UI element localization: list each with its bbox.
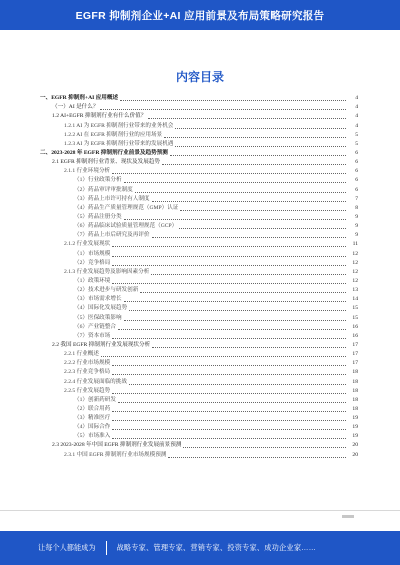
toc-entry[interactable] (40, 332, 358, 341)
toc-entry[interactable] (40, 387, 358, 396)
toc-entry-label: （1）政策环境 (74, 277, 111, 284)
toc-entry[interactable] (40, 359, 358, 368)
toc-leader-dots (152, 236, 346, 238)
toc-leader-dots (152, 346, 346, 348)
toc-entry-label: 2.2.1 行业概述 (64, 351, 99, 358)
toc-entry-page: 15 (352, 305, 358, 312)
toc-entry-page: 16 (352, 323, 358, 330)
toc-entry[interactable] (40, 94, 358, 103)
toc-leader-dots (124, 319, 346, 321)
toc-leader-dots (135, 191, 346, 193)
toc-entry-label: 2.1.3 行业发展趋势及影响因素分析 (64, 268, 150, 275)
toc-entry-page: 5 (355, 131, 358, 138)
toc-entry-label: 2.2.3 行业竞争格局 (64, 369, 111, 376)
toc-entry[interactable] (40, 167, 358, 176)
toc-entry-label: （3）精准医疗 (74, 415, 111, 422)
toc-leader-dots (112, 428, 346, 430)
toc-entry[interactable] (40, 231, 358, 240)
toc-entry-page: 18 (352, 369, 358, 376)
toc-entry-label: 1.2.3 AI 为 EGFR 抑制剂行业带来的发展机遇 (64, 140, 174, 147)
toc-entry-label: （一）AI 是什么？ (52, 104, 99, 111)
toc-entry[interactable] (40, 240, 358, 249)
toc-entry[interactable] (40, 313, 358, 322)
toc-entry[interactable] (40, 149, 358, 158)
toc-entry-label: （3）市场需求增长 (74, 296, 122, 303)
toc-leader-dots (112, 337, 346, 339)
toc-entry-page: 19 (352, 433, 358, 440)
toc-entry-page: 6 (355, 177, 358, 184)
toc-entry-page: 17 (352, 351, 358, 358)
toc-leader-dots (175, 127, 346, 129)
toc-entry[interactable] (40, 268, 358, 277)
toc-entry-page: 17 (352, 341, 358, 348)
toc-entry[interactable] (40, 103, 358, 112)
toc-leader-dots (183, 446, 346, 448)
toc-leader-dots (112, 255, 346, 257)
toc-entry-page: 7 (355, 195, 358, 202)
toc-entry-page: 20 (352, 442, 358, 449)
toc-entry-page: 6 (355, 186, 358, 193)
toc-entry[interactable] (40, 350, 358, 359)
toc-leader-dots (124, 181, 346, 183)
toc-entry[interactable] (40, 432, 358, 441)
page-mark (342, 515, 354, 518)
toc-entry-label: （2）技术进步与研发创新 (74, 287, 139, 294)
toc-leader-dots (120, 99, 346, 101)
toc-entry-page: 20 (352, 451, 358, 458)
toc-entry-page: 6 (355, 159, 358, 166)
toc-entry[interactable] (40, 423, 358, 432)
toc-entry-page: 14 (352, 296, 358, 303)
toc-entry-label: 1.2.2 AI 在 EGFR 抑制剂行业的应用场景 (64, 131, 163, 138)
toc-entry[interactable] (40, 112, 358, 121)
toc-entry[interactable] (40, 405, 358, 414)
toc-leader-dots (112, 282, 346, 284)
toc-entry-label: （6）产业链整合 (74, 323, 116, 330)
toc-entry[interactable] (40, 140, 358, 149)
footer-divider (0, 510, 400, 511)
toc-leader-dots (112, 373, 346, 375)
toc-entry[interactable] (40, 286, 358, 295)
toc-entry[interactable] (40, 441, 358, 450)
toc-leader-dots (112, 392, 346, 394)
toc-entry[interactable] (40, 158, 358, 167)
toc-leader-dots (124, 218, 346, 220)
header-banner (0, 0, 400, 30)
toc-leader-dots (112, 245, 346, 247)
toc-entry[interactable] (40, 277, 358, 286)
toc-entry-label: 2.1 EGFR 抑制剂行业背景、现状及发展趋势 (52, 159, 160, 166)
toc-entry[interactable] (40, 341, 358, 350)
toc-entry-page: 4 (355, 95, 358, 102)
toc-leader-dots (129, 309, 346, 311)
toc-entry-label: （4）国际化发展趋势 (74, 305, 128, 312)
toc-leader-dots (112, 264, 346, 266)
toc-entry-label: （2）联合用药 (74, 405, 111, 412)
toc-entry-label: （5）药品注册分类 (74, 213, 122, 220)
toc-entry[interactable] (40, 249, 358, 258)
toc-entry-page: 5 (355, 140, 358, 147)
toc-entry-page: 18 (352, 387, 358, 394)
toc-entry-page: 13 (352, 287, 358, 294)
toc-entry-page: 9 (355, 213, 358, 220)
toc-entry-page: 11 (352, 241, 358, 248)
toc-entry[interactable] (40, 121, 358, 130)
toc-leader-dots (124, 300, 346, 302)
toc-entry-page: 9 (355, 232, 358, 239)
toc-entry[interactable] (40, 368, 358, 377)
toc-entry[interactable] (40, 176, 358, 185)
toc-entry-label: 2.2.2 行业市场规模 (64, 360, 111, 367)
toc-entry-page: 18 (352, 405, 358, 412)
toc-entry-label: （7）药品上市后研究及再评价 (74, 232, 150, 239)
toc-entry[interactable] (40, 222, 358, 231)
toc-entry-page: 9 (355, 223, 358, 230)
toc-entry-label: 2.1.1 行业环境分析 (64, 168, 111, 175)
report-title: EGFR 抑制剂企业+AI 应用前景及布局策略研究报告 (75, 9, 325, 22)
toc-entry-page: 12 (352, 259, 358, 266)
toc-entry[interactable] (40, 131, 358, 140)
footer-slogan-left: 让每个人都能成为 (38, 543, 96, 552)
toc-entry-label: 1.2.1 AI 为 EGFR 抑制剂行业带来的业务机会 (64, 122, 174, 129)
toc-entry-label: （6）药品临床试验质量管理规范（GCP） (74, 223, 178, 230)
toc-entry-label: 2.3.1 中国 EGFR 抑制剂行业市场规模预测 (64, 451, 167, 458)
toc-leader-dots (100, 108, 346, 110)
toc-leader-dots (175, 145, 346, 147)
toc-leader-dots (164, 136, 346, 138)
toc-entry-label: （2）竞争格局 (74, 259, 111, 266)
toc-entry-label: （7）资本市场 (74, 332, 111, 339)
toc-leader-dots (112, 172, 346, 174)
toc-entry[interactable] (40, 304, 358, 313)
toc-leader-dots (162, 163, 346, 165)
footer-banner (0, 531, 400, 565)
toc-entry-page: 12 (352, 277, 358, 284)
table-of-contents (40, 94, 358, 460)
toc-entry[interactable] (40, 323, 358, 332)
toc-entry-label: 2.3 2023-2028 年中国 EGFR 抑制剂行业发展前景预测 (52, 442, 182, 449)
footer-slogan-right: 战略专家、管理专家、营销专家、投资专家、成功企业家…… (116, 543, 316, 552)
toc-entry-page: 17 (352, 360, 358, 367)
toc-entry[interactable] (40, 204, 358, 213)
toc-leader-dots (112, 419, 346, 421)
toc-entry-page: 6 (355, 149, 358, 156)
toc-entry-page: 16 (352, 332, 358, 339)
toc-entry-page: 19 (352, 415, 358, 422)
toc-entry-label: （1）创新药研发 (74, 396, 116, 403)
toc-entry-page: 12 (352, 268, 358, 275)
toc-entry-label: （5）医保政策影响 (74, 314, 122, 321)
toc-entry-page: 4 (355, 113, 358, 120)
toc-leader-dots (180, 209, 346, 211)
toc-entry-page: 15 (352, 314, 358, 321)
toc-entry-label: （1）行业政策分析 (74, 177, 122, 184)
toc-entry-label: 一、EGFR 抑制剂+AI 应用概述 (40, 95, 119, 102)
toc-leader-dots (118, 401, 346, 403)
toc-leader-dots (152, 200, 346, 202)
toc-leader-dots (129, 383, 346, 385)
toc-entry-label: （4）药品生产质量管理规范（GMP）认证 (74, 204, 179, 211)
toc-entry-page: 18 (352, 396, 358, 403)
toc-leader-dots (112, 410, 346, 412)
toc-entry-label: 1.2 AI+EGFR 抑制剂行业有什么价值？ (52, 113, 147, 120)
toc-entry[interactable] (40, 195, 358, 204)
toc-entry-label: 2.2 我国 EGFR 抑制剂行业发展现状分析 (52, 341, 151, 348)
toc-entry-page: 8 (355, 204, 358, 211)
toc-leader-dots (151, 273, 346, 275)
toc-entry-label: 2.2.5 行业发展趋势 (64, 387, 111, 394)
toc-entry-label: （3）药品上市许可持有人制度 (74, 195, 150, 202)
toc-entry[interactable] (40, 377, 358, 386)
toc-entry[interactable] (40, 295, 358, 304)
toc-leader-dots (179, 227, 346, 229)
footer-separator (106, 541, 107, 555)
toc-entry-label: 2.1.2 行业发展现状 (64, 241, 111, 248)
toc-leader-dots (170, 154, 346, 156)
toc-title: 内容目录 (175, 70, 224, 84)
toc-entry-label: 二、2023-2028 年 EGFR 抑制剂行业前景及趋势预测 (40, 149, 168, 156)
toc-entry[interactable] (40, 213, 358, 222)
toc-entry[interactable] (40, 259, 358, 268)
toc-entry-label: （4）国际合作 (74, 424, 111, 431)
toc-entry-page: 18 (352, 378, 358, 385)
toc-leader-dots (118, 328, 346, 330)
toc-leader-dots (140, 291, 346, 293)
toc-leader-dots (148, 117, 346, 119)
toc-entry-page: 12 (352, 250, 358, 257)
toc-entry-label: （1）市场规模 (74, 250, 111, 257)
toc-entry[interactable] (40, 396, 358, 405)
toc-entry-page: 4 (355, 104, 358, 111)
toc-entry-page: 6 (355, 168, 358, 175)
toc-leader-dots (101, 355, 346, 357)
toc-entry-page: 4 (355, 122, 358, 129)
toc-entry-label: （2）药品审评审批制度 (74, 186, 133, 193)
toc-leader-dots (112, 364, 346, 366)
toc-leader-dots (112, 437, 346, 439)
toc-entry-label: 2.2.4 行业发展面临的挑战 (64, 378, 127, 385)
toc-entry[interactable] (40, 185, 358, 194)
toc-entry-page: 19 (352, 424, 358, 431)
toc-entry-label: （5）市场准入 (74, 433, 111, 440)
toc-entry[interactable] (40, 414, 358, 423)
toc-entry[interactable] (40, 450, 358, 459)
toc-leader-dots (168, 456, 346, 458)
